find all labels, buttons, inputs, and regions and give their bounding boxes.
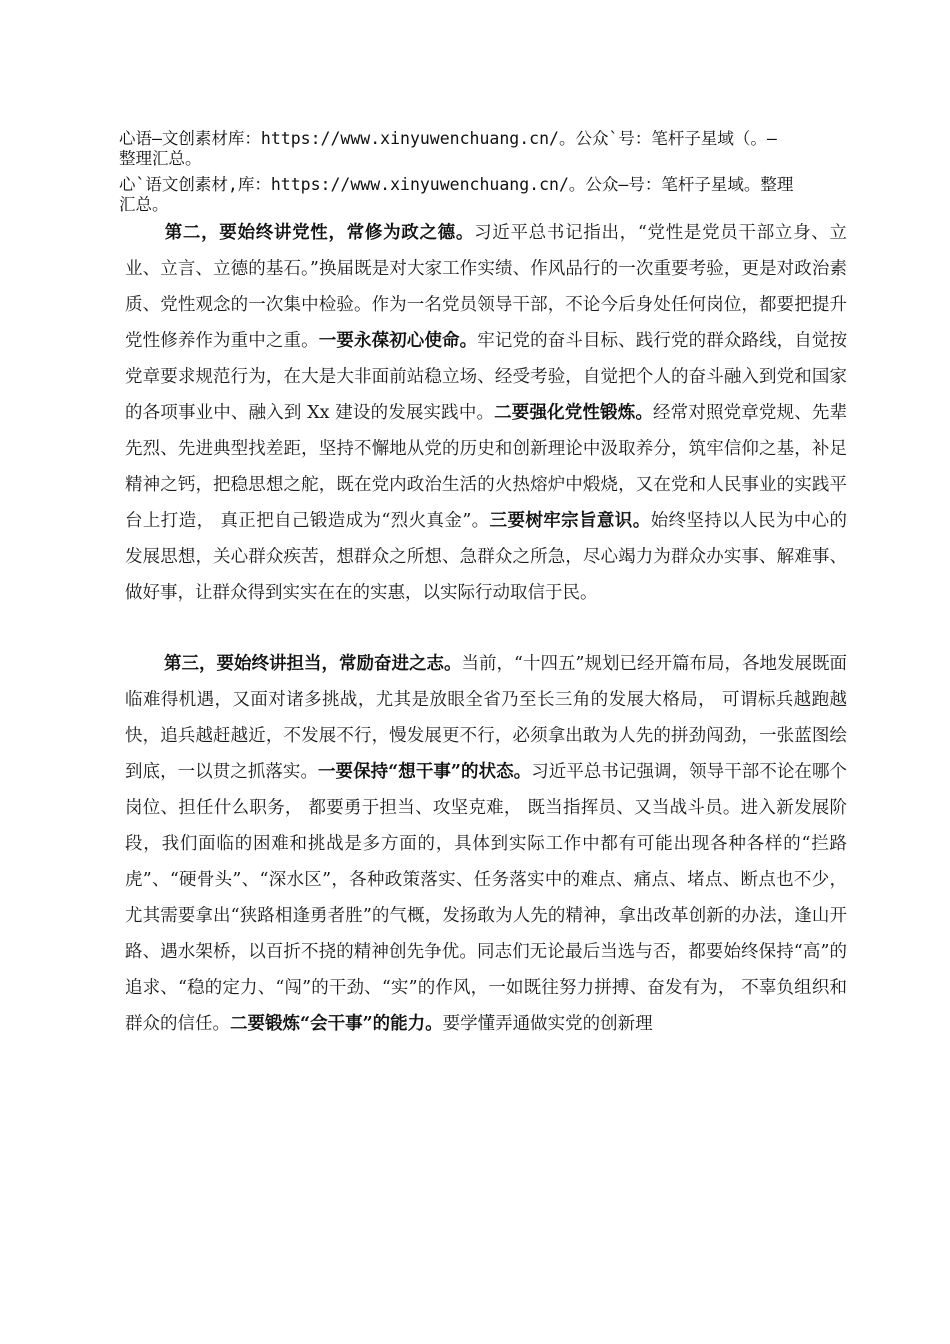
sub-point-heading: 一要保持“想干事”的状态。 bbox=[318, 762, 532, 782]
paragraph-text: 经常对照党章党规、先辈先烈、先进典型找差距，坚持不懈地从党的历史和创新理论中汲取养分，筑牢信仰之基，补足精神之钙，把稳思想之舵，既在党内政治生活的火热熔炉中煅烧，又在党和人民事业的实践平台上打造， 真正把自己锻造成为“烈火真金”。 bbox=[125, 403, 848, 531]
sub-point-heading: 二要强化党性锻炼。 bbox=[494, 403, 654, 423]
paragraph-text: 习近平总书记指出，“党性是党员干部立身、立业、立言、立德的基石。”换届既是对大家工作实绩、作风品行的一次重要考验，更是对政治素质、党性观念的一次集中检验。作为一名党员领导干部，不论今后身处任何岗位，都要把提升党性修养作为重中之重。 bbox=[125, 223, 847, 351]
paragraph-text: 要学懂弄通做实党的创新理 bbox=[442, 1014, 653, 1034]
sub-point-heading: 三要树牢宗旨意识。 bbox=[489, 511, 651, 531]
paragraph-text: 当前，“十四五”规划已经开篇布局，各地发展既面临难得机遇，又面对诸多挑战，尤其是放眼全省乃至长三角的发展大格局， 可谓标兵越跑越快，追兵越赶越近，不发展不行，慢发展更不行，必须拿出敢为人先的拼劲闯劲，一张蓝图绘到底，一以贯之抓落实。 bbox=[125, 654, 847, 782]
watermark-line: 心`语文创素材,库：https://www.xinyuwenchuang.cn/。公众—号：笔杆子星域。整理 bbox=[119, 175, 794, 194]
body-paragraph-party-spirit bbox=[125, 215, 847, 611]
paragraph-text: 牢记党的奋斗目标、践行党的群众路线，自觉按党章要求规范行为，在大是大非面前站稳立场、经受考验，自觉把个人的奋斗融入到党和国家的各项事业中、融入到 Xx 建设的发展实践中。 bbox=[125, 331, 848, 423]
paragraph-text: 始终坚持以人民为中心的发展思想，关心群众疾苦，想群众之所想、急群众之所急，尽心竭力为群众办实事、解难事、做好事，让群众得到实实在在的实惠，以实际行动取信于民。 bbox=[125, 511, 848, 603]
paragraph-heading: 第三，要始终讲担当，常励奋进之志。 bbox=[164, 654, 462, 674]
paragraph-text: 习近平总书记强调，领导干部不论在哪个岗位、担任什么职务， 都要勇于担当、攻坚克难， 既当指挥员、又当战斗员。进入新发展阶段，我们面临的困难和挑战是多方面的，具体到实际工作中都有可能出现各种各样的“拦路虎”、“硬骨头”、“深水区”，各种政策落实、任务落实中的难点、痛点、堵点、断点也不少，尤其需要拿出“狭路相逢勇者胜”的气概，发扬敢为人先的精神，拿出改革创新的办法，逢山开路、遇水架桥，以百折不挠的精神创先争优。同志们无论最后当选与否，都要始终保持“高”的追求、“稳的定力、“闯”的干劲、“实”的作风，一如既往努力拼搏、奋发有为， 不辜负组织和群众的信任。 bbox=[125, 762, 848, 1034]
watermark-header-2 bbox=[119, 175, 849, 215]
watermark-line: 心语—文创素材库：https://www.xinyuwenchuang.cn/。公众`号：笔杆子星域（。— bbox=[119, 129, 777, 148]
sub-point-heading: 一要永葆初心使命。 bbox=[318, 331, 478, 351]
paragraph-heading: 第二，要始终讲党性，常修为政之德。 bbox=[164, 223, 475, 243]
watermark-line: 汇总。 bbox=[119, 195, 169, 214]
sub-point-heading: 二要锻炼“会干事”的能力。 bbox=[230, 1014, 443, 1034]
body-paragraph-responsibility bbox=[125, 646, 847, 1042]
watermark-header-1 bbox=[119, 129, 849, 169]
watermark-line: 整理汇总。 bbox=[119, 149, 202, 168]
